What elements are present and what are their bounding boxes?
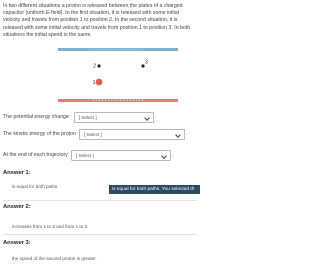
- negative-plate-signs: − − − − − − − − − − − − − − − − −: [93, 47, 143, 52]
- trajectory-end-select[interactable]: [71, 150, 174, 161]
- select-1-value: [ Select ]: [78, 114, 97, 120]
- position-3-dot: [141, 64, 144, 67]
- feedback-tooltip: is equal for both paths. You selected th: [109, 185, 200, 194]
- position-2-label: 2: [93, 63, 96, 70]
- chevron-down-icon: [161, 153, 167, 159]
- select-row-2: [3, 128, 187, 140]
- select-row-3: [3, 149, 173, 161]
- answer-1-text: is equal for both paths.: [12, 184, 59, 189]
- answer-3-text: the speed of the second proton is greater.: [12, 256, 97, 261]
- answer-2-heading: Answer 2:: [3, 204, 31, 210]
- divider: [3, 200, 197, 201]
- select-2-value: [ Select ]: [83, 131, 102, 137]
- chevron-down-icon: [175, 132, 181, 138]
- answer-2-text: increases from 1 to 2 and from 1 to 3.: [12, 224, 89, 229]
- answer-3-heading: Answer 3:: [3, 240, 31, 246]
- position-2-dot: [97, 64, 100, 67]
- select-3-suffix: .: [171, 152, 174, 158]
- select-1-prefix: The potential energy change: [3, 114, 69, 120]
- select-row-1: [3, 111, 156, 123]
- answer-1-heading: Answer 1:: [3, 170, 31, 176]
- divider: [3, 234, 197, 235]
- select-1-suffix: .: [154, 114, 157, 120]
- proton: [96, 79, 103, 86]
- select-3-prefix: At the end of each trajectory: [3, 152, 68, 158]
- select-3-value: [ Select ]: [75, 152, 94, 158]
- select-2-suffix: .: [185, 131, 188, 137]
- potential-energy-select[interactable]: [74, 112, 157, 123]
- position-1-label: 1: [92, 80, 96, 86]
- chevron-down-icon: [144, 115, 150, 121]
- select-2-prefix: The kinetic energy of the proton: [3, 131, 76, 137]
- question-text: In two different situations a proton is released between the plates of a charged capacitor (uniform E-field). In the first situation, it is released with some initial velocity and travels from position 1 to position 2. In the second situation, it is released with some initial velocity and travels from position 1 to position 3. In both situations the initial speed is the same.: [3, 3, 191, 38]
- position-3-label: 3: [145, 59, 148, 66]
- kinetic-energy-select[interactable]: [79, 129, 188, 140]
- positive-plate-signs: + + + + + + + + + + + + + + + + +: [92, 98, 144, 103]
